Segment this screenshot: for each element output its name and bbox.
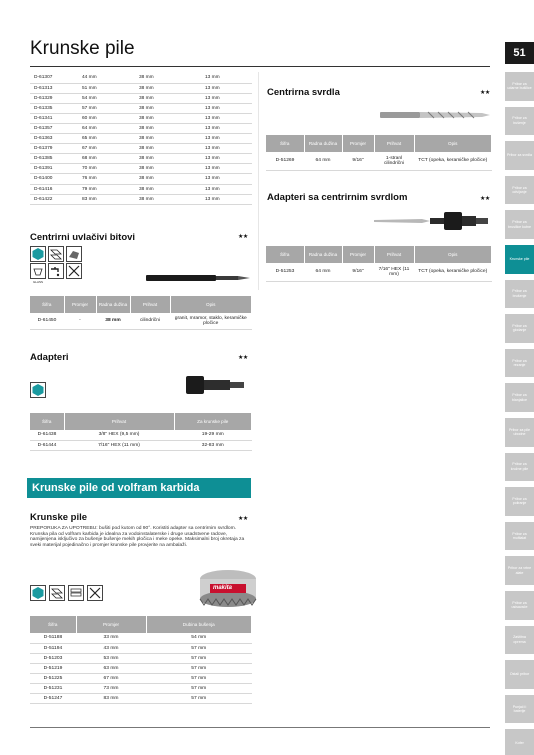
tile-icon <box>48 246 64 262</box>
table-row <box>30 154 252 164</box>
cell: 32-83 mm <box>174 440 252 450</box>
cell: D-51219 <box>30 663 76 673</box>
table-row <box>30 683 252 693</box>
cell: 70 mm <box>78 164 135 174</box>
side-tab[interactable]: Pribor za kružne pile <box>505 453 534 482</box>
column-divider <box>258 72 259 290</box>
cell: 64 mm <box>78 123 135 133</box>
cell: 38 mm <box>135 194 201 204</box>
side-tab[interactable]: Pribor za brusilice kutne <box>505 210 534 239</box>
table-row <box>30 313 252 329</box>
col-header: Radna dužina <box>96 296 130 313</box>
side-tab[interactable]: Pribor za odvijanje <box>505 176 534 205</box>
cell: 7/16" HEX (11 mm) <box>64 440 174 450</box>
cell: 13 mm <box>201 184 252 194</box>
rating-stars: ★★ <box>238 516 248 522</box>
cell: D-51194 <box>30 643 76 653</box>
cell: TCT (opeka, keramičke pločice) <box>414 263 492 281</box>
centering-drill-image <box>378 106 494 124</box>
table-row <box>30 93 252 103</box>
cell: 65 mm <box>78 134 135 144</box>
side-tab[interactable]: Punjači i baterije <box>505 695 534 724</box>
cell: 13 mm <box>201 144 252 154</box>
cell: 38 mm <box>135 83 201 93</box>
centrirni-spec-table <box>30 296 252 330</box>
table-row <box>30 643 252 653</box>
cell: 33 mm <box>76 633 146 643</box>
cell: 38 mm <box>135 73 201 83</box>
cell: 57 mm <box>78 103 135 113</box>
water-tap-icon <box>48 263 64 279</box>
page-number: 51 <box>505 42 534 64</box>
cell: 13 mm <box>201 134 252 144</box>
cell: 7/16" HEX (11 mm) <box>374 263 414 281</box>
cell: D-51253 <box>266 263 304 281</box>
cell: 51 mm <box>78 83 135 93</box>
cell: 54 mm <box>146 633 252 643</box>
side-tab[interactable]: Kofer <box>505 729 534 755</box>
cell: D-61307 <box>30 73 78 83</box>
col-header: Šifra <box>30 616 76 633</box>
side-tab[interactable]: Pribor za bušenje <box>505 107 534 136</box>
cell: 38 mm <box>135 164 201 174</box>
cell: 57 mm <box>146 693 252 703</box>
cell: 83 mm <box>78 194 135 204</box>
cell: D-51225 <box>30 673 76 683</box>
cell: 57 mm <box>146 643 252 653</box>
col-header: Radna dužina <box>304 246 342 263</box>
side-tab[interactable]: Pribor za blanjalice <box>505 383 534 412</box>
cell: 76 mm <box>78 174 135 184</box>
cell: 38 mm <box>96 313 130 329</box>
table-row <box>30 673 252 683</box>
cell: 63 mm <box>76 663 146 673</box>
cell: D-61313 <box>30 83 78 93</box>
cell: D-61335 <box>30 103 78 113</box>
usage-description: PREPORUKA ZA UPOTREBU: bušiti pod kutom od 90°. Koristiti adapter sa centrirnim svrdlom. Krunska pila od volfram karbida je idealna za vodoinstalaterske i druge usadstvene radove, namijenjena isključivo za bušenje bušenje mekih pločica i meke opeke. Maksimalni broj okretaja za sveki materijal pojedinačno i promjer krunske pile provjerite na ambalaži. <box>30 526 245 548</box>
col-header: Opis <box>414 246 492 263</box>
cell: D-61329 <box>30 93 78 103</box>
cell: 38 mm <box>135 123 201 133</box>
side-tab[interactable]: Zaštitna oprema <box>505 626 534 655</box>
cell: 13 mm <box>201 113 252 123</box>
glass-label: GLASS <box>32 280 43 284</box>
cell: - <box>64 313 96 329</box>
cell: granit, mramor, staklo, keramičke pločice <box>170 313 252 329</box>
cell: D-61391 <box>30 164 78 174</box>
adapter-image <box>184 372 248 398</box>
karbid-spec-table <box>30 616 252 704</box>
adapter-with-drill-image <box>372 206 492 236</box>
table-row <box>30 653 252 663</box>
side-tabs <box>505 72 534 755</box>
cell: D-61444 <box>30 440 64 450</box>
centering-bit-image <box>146 272 254 284</box>
side-tab[interactable]: Pribor za usisavače <box>505 591 534 620</box>
col-header: Promjer <box>76 616 146 633</box>
cell: 38 mm <box>135 134 201 144</box>
bottom-rule <box>30 727 490 728</box>
tile-icon <box>49 585 65 601</box>
cell: D-51188 <box>30 633 76 643</box>
cell: 67 mm <box>76 673 146 683</box>
col-header: Šifra <box>266 135 304 152</box>
cell: D-61438 <box>30 430 64 440</box>
cell: 57 mm <box>146 663 252 673</box>
cell: 19-29 mm <box>174 430 252 440</box>
section-title-centrirna-svrdla: Centrirna svrdla <box>267 87 340 98</box>
cell: D-51203 <box>30 653 76 663</box>
side-tab[interactable]: Ostali pribor <box>505 660 534 689</box>
cell: 13 mm <box>201 174 252 184</box>
cell: 38 mm <box>135 113 201 123</box>
cell: 57 mm <box>146 653 252 663</box>
side-tab[interactable]: Pribor za udarne bušilice <box>505 72 534 101</box>
table-row <box>30 144 252 154</box>
side-tab[interactable]: Pribor za multialat <box>505 522 534 551</box>
col-header: Promjer <box>342 246 374 263</box>
cell: D-61357 <box>30 123 78 133</box>
cell: D-51231 <box>30 683 76 693</box>
cell: TCT (opeka, keramičke pločice) <box>414 152 492 170</box>
cell: 54 mm <box>78 93 135 103</box>
cell: 13 mm <box>201 194 252 204</box>
col-header: Dubina bušenja <box>146 616 252 633</box>
section-title-adapteri: Adapteri <box>30 352 69 363</box>
section-title-centrirni: Centrirni uvlačivi bitovi <box>30 232 136 243</box>
col-header: Za krunske pile <box>174 413 252 430</box>
cell: 13 mm <box>201 73 252 83</box>
col-header: Opis <box>170 296 252 313</box>
col-header: Prihvat <box>374 135 414 152</box>
cell: 13 mm <box>201 83 252 93</box>
cell: D-61450 <box>30 313 64 329</box>
table-row <box>30 693 252 703</box>
table-row <box>30 184 252 194</box>
col-header: Šifra <box>30 413 64 430</box>
hole-saw-sizes-table <box>30 73 252 205</box>
cell: 13 mm <box>201 154 252 164</box>
cell: 38 mm <box>135 154 201 164</box>
cell: 1-stranl cilindrični <box>374 152 414 170</box>
col-header: Prihvat <box>130 296 170 313</box>
table-row <box>30 430 252 440</box>
rating-stars: ★★ <box>238 355 248 361</box>
cell: D-61400 <box>30 174 78 184</box>
rating-stars: ★★ <box>480 196 490 202</box>
cell: 38 mm <box>135 184 201 194</box>
side-tab[interactable]: Pribor za svrdla <box>505 141 534 170</box>
cell: 60 mm <box>78 113 135 123</box>
table-row <box>30 83 252 93</box>
cell: 13 mm <box>201 103 252 113</box>
centrirna-svrdla-table <box>266 135 492 171</box>
section-title-karbid: Krunske pile <box>30 512 88 523</box>
adapteri-spec-table <box>30 413 252 451</box>
hex-shank-icon <box>30 585 46 601</box>
title-rule <box>30 66 490 67</box>
cell: 57 mm <box>146 683 252 693</box>
col-header: Šifra <box>266 246 304 263</box>
col-header: Promjer <box>64 296 96 313</box>
cell: 3/8" HEX (9,5 mm) <box>64 430 174 440</box>
cell: 68 mm <box>78 154 135 164</box>
cell: 64 mm <box>304 152 342 170</box>
cell: D-61422 <box>30 194 78 204</box>
table-row <box>30 663 252 673</box>
cell: 44 mm <box>78 73 135 83</box>
no-hammer-icon <box>66 263 82 279</box>
table-row <box>30 123 252 133</box>
side-tab[interactable]: Pribor za brušenje <box>505 280 534 309</box>
cell: D-61379 <box>30 144 78 154</box>
table-row <box>30 174 252 184</box>
cell: 53 mm <box>76 653 146 663</box>
side-tab[interactable]: Pribor za pile ubodne <box>505 418 534 447</box>
table-row <box>30 73 252 83</box>
side-tab[interactable]: Pribor za glodanje <box>505 314 534 343</box>
section-banner: Krunske pile od volfram karbida <box>27 478 251 498</box>
cell: 38 mm <box>135 93 201 103</box>
rating-stars: ★★ <box>238 234 248 240</box>
glass-icon <box>30 263 46 284</box>
cell: 13 mm <box>201 123 252 133</box>
cell: D-61416 <box>30 184 78 194</box>
cell: 73 mm <box>76 683 146 693</box>
table-row <box>30 194 252 204</box>
col-header: Šifra <box>30 296 64 313</box>
table-row <box>30 113 252 123</box>
cell: 79 mm <box>78 184 135 194</box>
cell: 38 mm <box>135 103 201 113</box>
side-tab[interactable]: Pribor za rezanje <box>505 349 534 378</box>
cell: 9/16" <box>342 263 374 281</box>
page-title: Krunske pile <box>30 38 135 59</box>
col-header: Prihvat <box>64 413 174 430</box>
stone-icon <box>66 246 82 262</box>
adapteri-svrdlo-table <box>266 246 492 282</box>
section-title-adapteri-svrdlo: Adapteri sa centrirnim svrdlom <box>267 192 408 203</box>
cell: 43 mm <box>76 643 146 653</box>
cell: D-61341 <box>30 113 78 123</box>
cell: D-51247 <box>30 693 76 703</box>
table-row <box>30 164 252 174</box>
cell: 38 mm <box>135 144 201 154</box>
rating-stars: ★★ <box>480 90 490 96</box>
cell: D-61385 <box>30 154 78 164</box>
table-row <box>266 263 492 281</box>
table-row <box>30 134 252 144</box>
cell: 64 mm <box>304 263 342 281</box>
cell: cilindrični <box>130 313 170 329</box>
side-tab-active[interactable]: Krunske pile <box>505 245 534 274</box>
cell: D-61363 <box>30 134 78 144</box>
col-header: Promjer <box>342 135 374 152</box>
col-header: Opis <box>414 135 492 152</box>
table-row <box>30 633 252 643</box>
cell: 13 mm <box>201 93 252 103</box>
table-row <box>266 152 492 170</box>
hex-shank-icon <box>30 382 46 398</box>
side-tab[interactable]: Pribor za vrtne alate <box>505 556 534 585</box>
col-header: Radna dužina <box>304 135 342 152</box>
cell: 13 mm <box>201 164 252 174</box>
table-row <box>30 103 252 113</box>
table-row <box>30 440 252 450</box>
col-header: Prihvat <box>374 246 414 263</box>
cell: 38 mm <box>135 174 201 184</box>
no-hammer-icon <box>87 585 103 601</box>
cell: 83 mm <box>76 693 146 703</box>
hex-shank-icon <box>30 246 46 262</box>
cell: 57 mm <box>146 673 252 683</box>
side-tab[interactable]: Pribor za poliranje <box>505 487 534 516</box>
cell: 9/16" <box>342 152 374 170</box>
brick-icon <box>68 585 84 601</box>
cell: 67 mm <box>78 144 135 154</box>
brand-logo: makita <box>213 585 233 591</box>
cell: D-51269 <box>266 152 304 170</box>
